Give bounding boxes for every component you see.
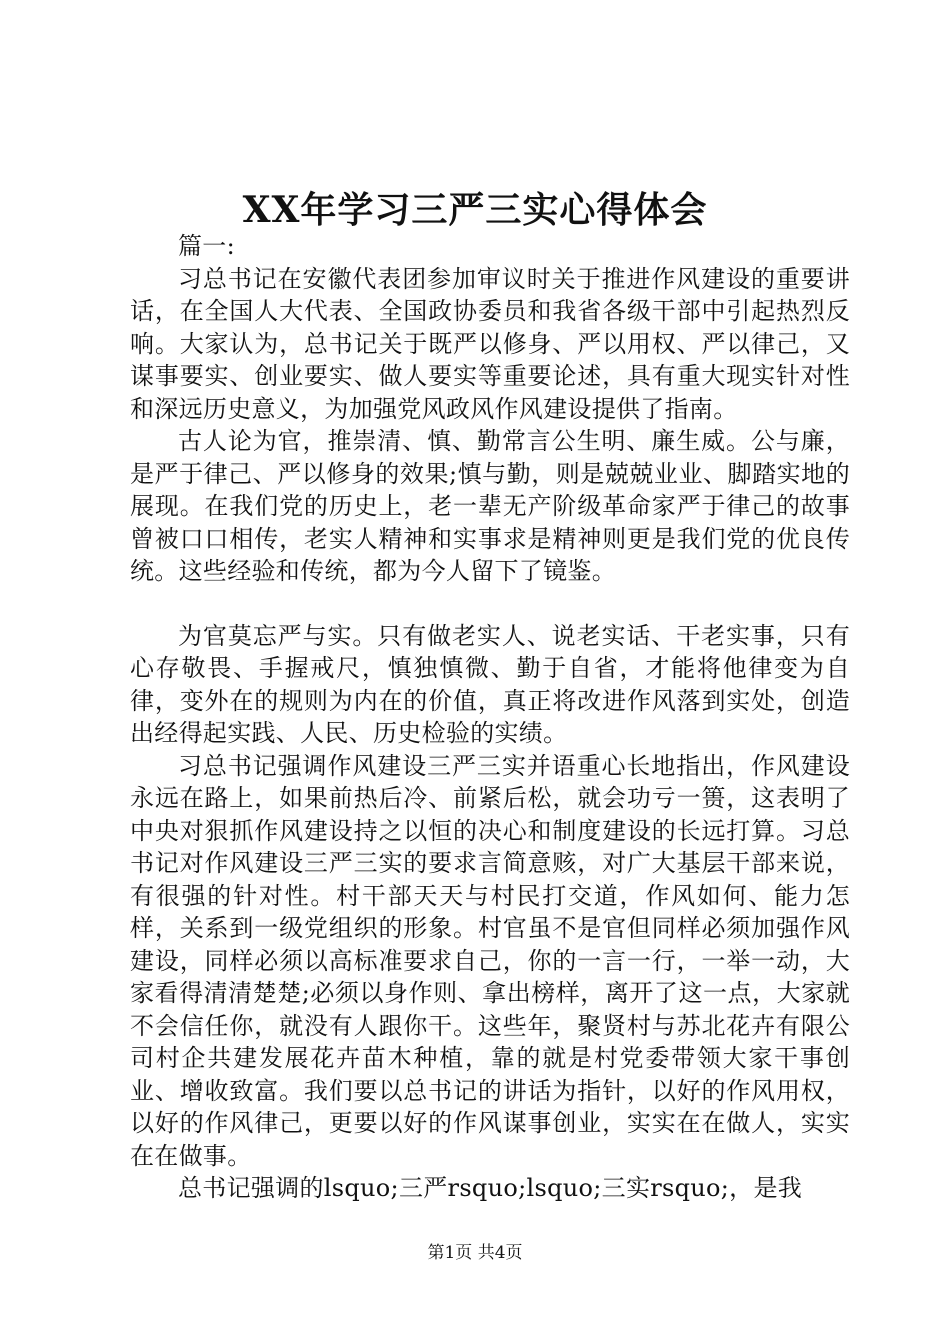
paragraph-2: 古人论为官，推崇清、慎、勤常言公生明、廉生威。公与廉，是严于律己、严以修身的效果;慎与勤，则是兢兢业业、脚踏实地的展现。在我们党的历史上，老一辈无产阶级革命家严于律己的故事曾被口口相传，老实人精神和实事求是精神则更是我们党的优良传统。这些经验和传统，都为今人留下了镜鉴。 <box>130 427 850 585</box>
paragraph-3: 为官莫忘严与实。只有做老实人、说老实话、干老实事，只有心存敬畏、手握戒尺，慎独慎微、勤于自省，才能将他律变为自律，变外在的规则为内在的价值，真正将改进作风落到实处，创造出经得起实践、人民、历史检验的实绩。 <box>130 621 850 747</box>
paragraph-5: 总书记强调的lsquo;三严rsquo;lsquo;三实rsquo;，是我 <box>178 1174 803 1202</box>
paragraph-4: 习总书记强调作风建设三严三实并语重心长地指出，作风建设永远在路上，如果前热后冷、前紧后松，就会功亏一篑，这表明了中央对狠抓作风建设持之以恒的决心和制度建设的长远打算。习总书记对作风建设三严三实的要求言简意赅，对广大基层干部来说，有很强的针对性。村干部天天与村民打交道，作风如何、能力怎样，关系到一级党组织的形象。村官虽不是官但同样必须加强作风建设，同样必须以高标准要求自己，你的一言一行，一举一动，大家看得清清楚楚;必须以身作则、拿出榜样，离开了这一点，大家就不会信任你，就没有人跟你干。这些年，聚贤村与苏北花卉有限公司村企共建发展花卉苗木种植，靠的就是村党委带领大家干事创业、增收致富。我们要以总书记的讲话为指针，以好的作风用权，以好的作风律己，更要以好的作风谋事创业，实实在在做人，实实在在做事。 <box>130 751 850 1170</box>
document-title: XX年学习三严三实心得体会 <box>242 189 708 231</box>
document-body <box>130 230 850 1205</box>
page-footer: 第1页 共4页 <box>427 1243 523 1263</box>
section-label: 篇一: <box>178 232 235 260</box>
paragraph-1: 习总书记在安徽代表团参加审议时关于推进作风建设的重要讲话，在全国人大代表、全国政协委员和我省各级干部中引起热烈反响。大家认为，总书记关于既严以修身、严以用权、严以律己，又谋事要实、创业要实、做人要实等重要论述，具有重大现实针对性和深远历史意义，为加强党风政风作风建设提供了指南。 <box>130 264 850 423</box>
